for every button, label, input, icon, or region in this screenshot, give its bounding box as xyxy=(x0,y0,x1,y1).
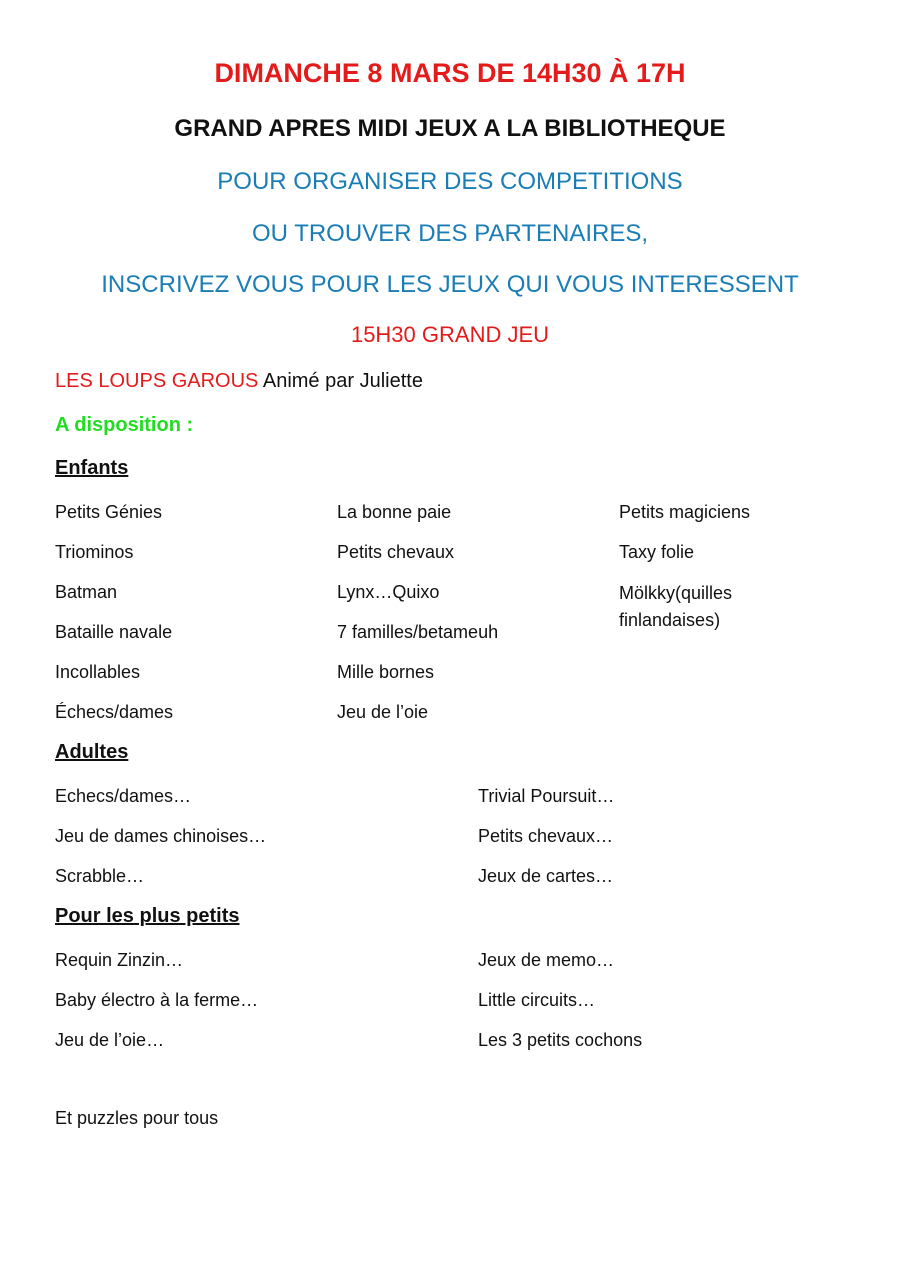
adultes-column-1 xyxy=(55,784,266,904)
event-date-heading: DIMANCHE 8 MARS DE 14H30 À 17H xyxy=(214,58,686,88)
game-list-item: Petits magiciens xyxy=(619,502,751,522)
game-list-item: Échecs/dames xyxy=(55,702,174,722)
game-list-item: Baby électro à la ferme… xyxy=(55,990,259,1010)
section-heading-enfants: Enfants xyxy=(55,457,129,479)
petits-column-2 xyxy=(478,948,642,1068)
grand-jeu-name: LES LOUPS GAROUS xyxy=(55,370,259,392)
game-list-item: Incollables xyxy=(55,662,141,682)
game-list-item: Jeu de l’oie… xyxy=(55,1030,165,1050)
enfants-column-3 xyxy=(619,500,809,630)
game-list-item: Petits chevaux xyxy=(337,542,455,562)
game-list-item: Petits Génies xyxy=(55,502,163,522)
game-list-item: Jeu de dames chinoises… xyxy=(55,826,267,846)
game-list-item: La bonne paie xyxy=(337,502,452,522)
grand-jeu-line xyxy=(55,370,423,393)
disposition-label: A disposition : xyxy=(55,414,194,436)
event-title: GRAND APRES MIDI JEUX A LA BIBLIOTHEQUE xyxy=(174,115,726,142)
game-list-item: Taxy folie xyxy=(619,542,695,562)
petits-column-1 xyxy=(55,948,258,1068)
adultes-column-2 xyxy=(478,784,614,904)
footer-note: Et puzzles pour tous xyxy=(55,1108,219,1128)
game-list-item: Echecs/dames… xyxy=(55,786,192,806)
section-heading-adultes: Adultes xyxy=(55,741,129,763)
game-list-item: Mille bornes xyxy=(337,662,435,682)
game-list-item: Petits chevaux… xyxy=(478,826,614,846)
intro-line-2: OU TROUVER DES PARTENAIRES, xyxy=(251,220,649,247)
game-list-item: Triominos xyxy=(55,542,134,562)
enfants-column-1 xyxy=(55,500,173,740)
enfants-column-2 xyxy=(337,500,498,740)
game-list-item: Jeu de l’oie xyxy=(337,702,429,722)
grand-jeu-host: Animé par Juliette xyxy=(262,370,423,392)
game-list-item: Little circuits… xyxy=(478,990,596,1010)
grand-jeu-time: 15H30 GRAND JEU xyxy=(350,322,550,347)
game-list-item: Jeux de cartes… xyxy=(478,866,614,886)
game-list-item: Mölkky(quilles finlandaises) xyxy=(619,583,733,630)
game-list-item: Les 3 petits cochons xyxy=(478,1030,643,1050)
intro-line-3: INSCRIVEZ VOUS POUR LES JEUX QUI VOUS INTERESSENT xyxy=(101,271,799,298)
game-list-item: Batman xyxy=(55,582,118,602)
game-list-item: Lynx…Quixo xyxy=(337,582,440,602)
game-list-item: Requin Zinzin… xyxy=(55,950,184,970)
section-heading-petits: Pour les plus petits xyxy=(55,905,240,927)
game-list-item: 7 familles/betameuh xyxy=(337,622,499,642)
intro-line-1: POUR ORGANISER DES COMPETITIONS xyxy=(217,168,683,195)
game-list-item: Scrabble… xyxy=(55,866,145,886)
game-list-item: Trivial Poursuit… xyxy=(478,786,615,806)
game-list-item: Jeux de memo… xyxy=(478,950,615,970)
game-list-item: Bataille navale xyxy=(55,622,173,642)
